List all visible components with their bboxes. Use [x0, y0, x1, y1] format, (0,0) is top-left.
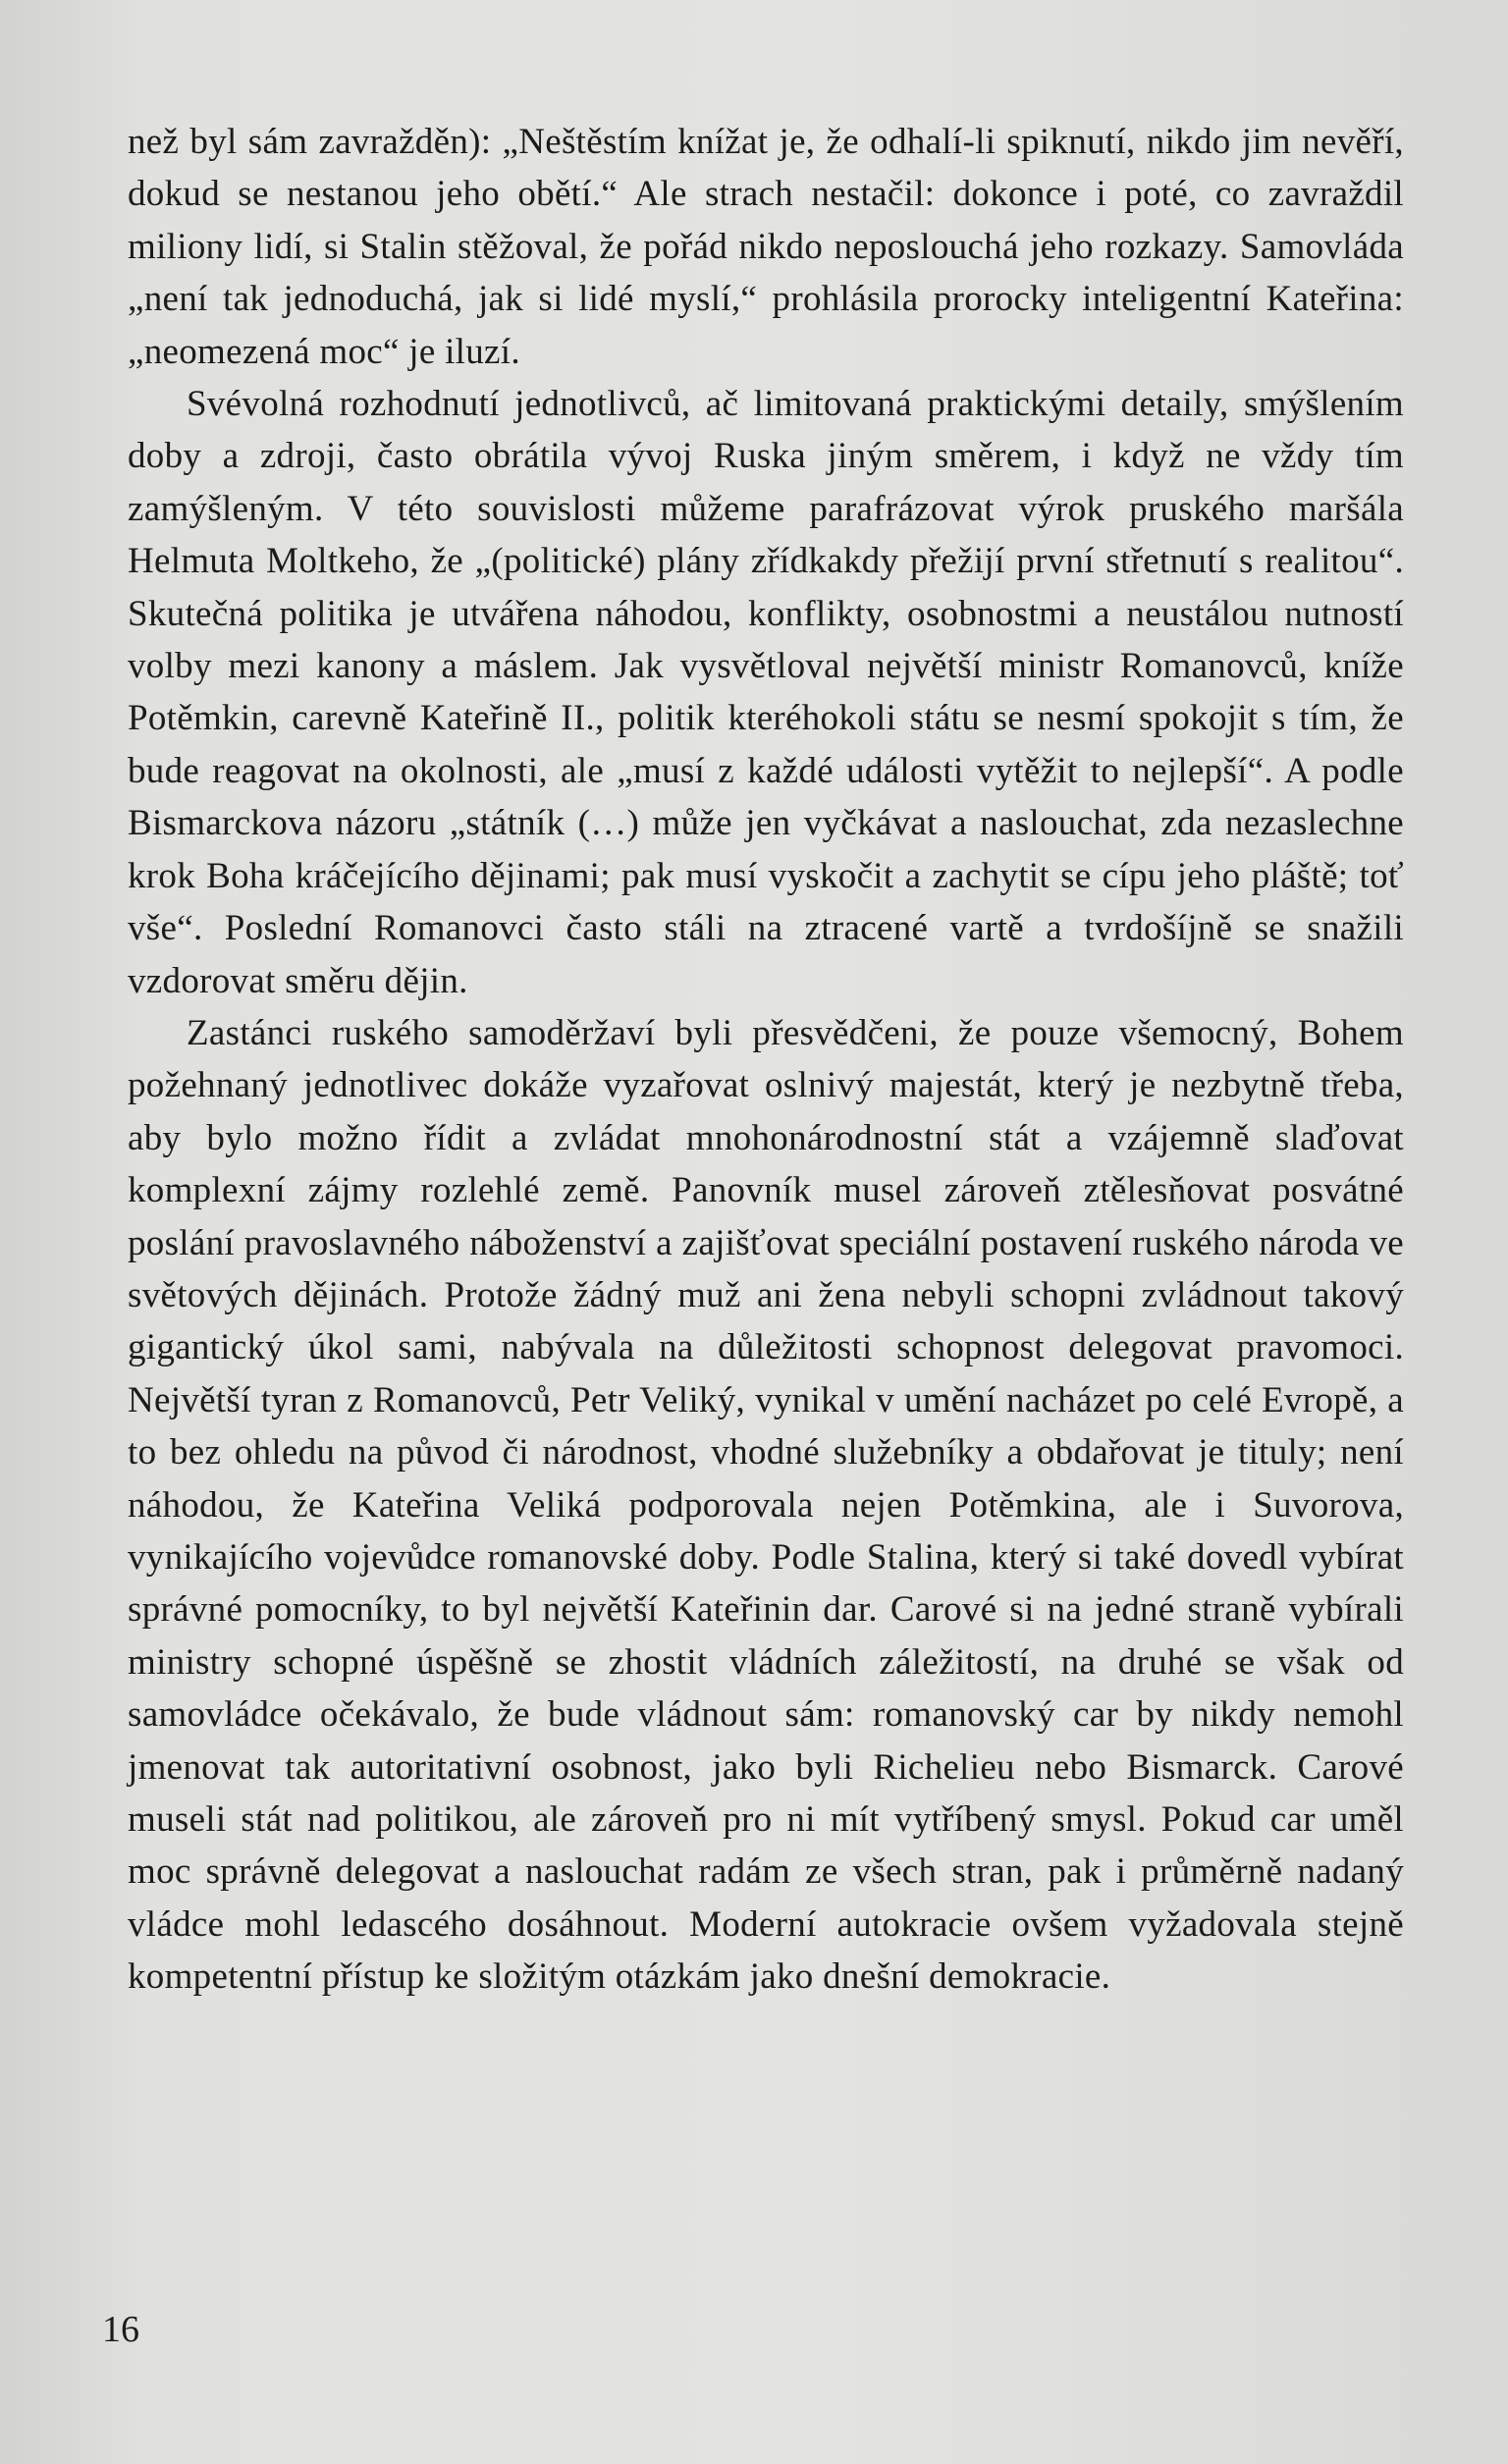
- paragraph-continued: než byl sám zavražděn): „Neštěstím knížat je, že odhalí-li spiknutí, nikdo jim nevěří, dokud se nestanou jeho obětí.“ Ale strach nestačil: dokonce i poté, co zavraždil miliony lidí, si Stalin stěžoval, že pořád nikdo neposlouchá jeho rozkazy. Samovláda „není tak jednoduchá, jak si lidé myslí,“ prohlásila prorocky inteligentní Kateřina: „neomezená moc“ je iluzí.: [128, 122, 1404, 372]
- body-text: [128, 116, 1404, 2004]
- page-number: 16: [102, 2309, 139, 2350]
- paragraph: Zastánci ruského samoděržaví byli přesvědčeni, že pouze všemocný, Bohem požehnaný jednotlivec dokáže vyzařovat oslnivý majestát, který je nezbytně třeba, aby bylo možno řídit a zvládat mnohonárodnostní stát a vzájemně slaďovat komplexní zájmy rozlehlé země. Panovník musel zároveň ztělesňovat posvátné poslání pravoslavného náboženství a zajišťovat speciální postavení ruského národa ve světových dějinách. Protože žádný muž ani žena nebyli schopni zvládnout takový gigantický úkol sami, nabývala na důležitosti schopnost delegovat pravomoci. Největší tyran z Romanovců, Petr Veliký, vynikal v umění nacházet po celé Evropě, a to bez ohledu na původ či národnost, vhodné služebníky a obdařovat je tituly; není náhodou, že Kateřina Veliká podporovala nejen Potěmkina, ale i Suvorova, vynikajícího vojevůdce romanovské doby. Podle Stalina, který si také dovedl vybírat správné pomocníky, to byl největší Kateřinin dar. Carové si na jedné straně vybírali ministry schopné úspěšně se zhostit vládních záležitostí, na druhé se však od samovládce očekávalo, že bude vládnout sám: romanovský car by nikdy nemohl jmenovat tak autoritativní osobnost, jako byli Richelieu nebo Bismarck. Carové museli stát nad politikou, ale zároveň pro ni mít vytříbený smysl. Pokud car uměl moc správně delegovat a naslouchat radám ze všech stran, pak i průměrně nadaný vládce mohl ledascého dosáhnout. Moderní autokracie ovšem vyžadovala stejně kompetentní přístup ke složitým otázkám jako dnešní demokracie.: [128, 1012, 1404, 1998]
- paragraph: Svévolná rozhodnutí jednotlivců, ač limitovaná praktickými detaily, smýšlením doby a zdroji, často obrátila vývoj Ruska jiným směrem, i když ne vždy tím zamýšleným. V této souvislosti můžeme parafrázovat výrok pruského maršála Helmuta Moltkeho, že „(politické) plány zřídkakdy přežijí první střetnutí s realitou“. Skutečná politika je utvářena náhodou, konflikty, osobnostmi a neustálou nutností volby mezi kanony a máslem. Jak vysvětloval největší ministr Romanovců, kníže Potěmkin, carevně Kateřině II., politik kteréhokoli státu se nesmí spokojit s tím, že bude reagovat na okolnosti, ale „musí z každé události vytěžit to nejlepší“. A podle Bismarckova názoru „státník (…) může jen vyčkávat a naslouchat, zda nezaslechne krok Boha kráčejícího dějinami; pak musí vyskočit a zachytit se cípu jeho pláště; toť vše“. Poslední Romanovci často stáli na ztracené vartě a tvrdošíjně se snažili vzdorovat směru dějin.: [128, 384, 1404, 1001]
